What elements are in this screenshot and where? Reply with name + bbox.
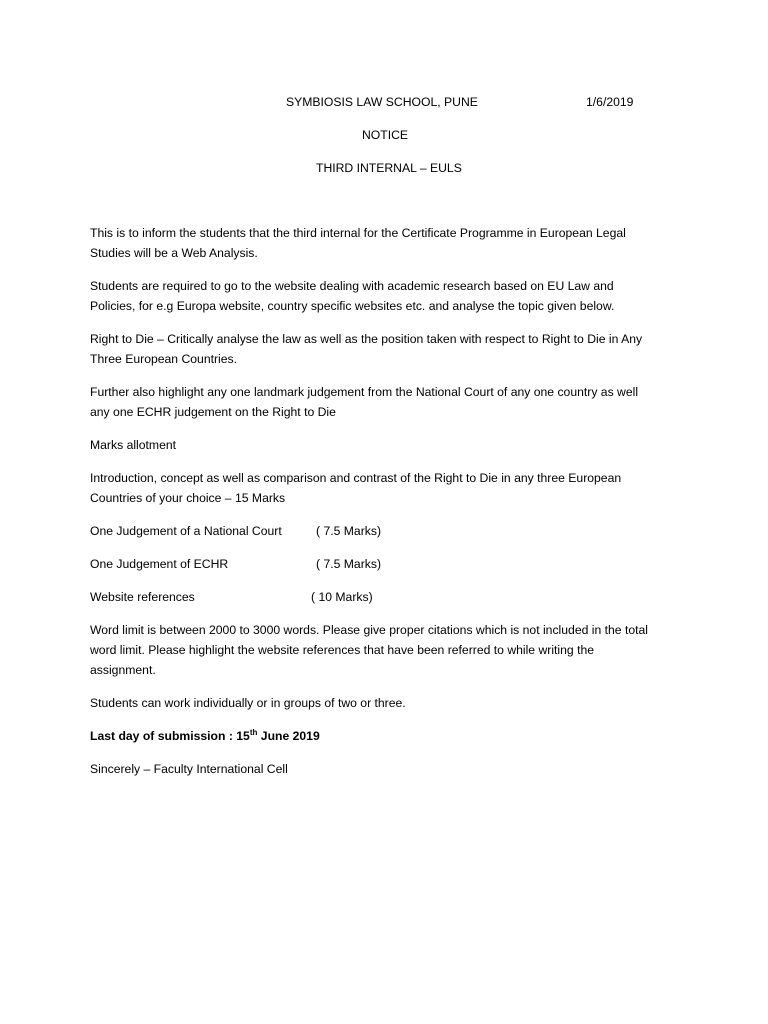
marks-item-national-court: One Judgement of a National Court [90,524,282,538]
topic-line-1: Right to Die – Critically analyse the law as well as the position taken with respect to Right to Die in Any [90,332,643,346]
groups-note: Students can work individually or in groups of two or three. [90,696,406,710]
marks-heading: Marks allotment [90,438,177,452]
marks-value-website-references: ( 10 Marks) [311,590,373,604]
marks-value-echr: ( 7.5 Marks) [316,557,382,571]
intro-line-1: This is to inform the students that the third internal for the Certificate Programme in European Legal [90,226,626,240]
marks-item-echr: One Judgement of ECHR [90,557,229,571]
topic-line-2: Three European Countries. [90,352,238,366]
deadline-prefix: Last day of submission : 15 [90,729,250,743]
word-limit-line-2: word limit. Please highlight the website references that have been referred to while writing the [90,643,595,657]
signature: Sincerely – Faculty International Cell [90,762,288,776]
deadline-suffix: June 2019 [257,729,320,743]
marks-intro-line-1: Introduction, concept as well as comparison and contrast of the Right to Die in any three European [90,471,622,485]
notice-subject: THIRD INTERNAL – EULS [316,161,462,175]
requirement-line-1: Students are required to go to the website dealing with academic research based on EU Law and [90,279,614,293]
marks-value-national-court: ( 7.5 Marks) [316,524,382,538]
deadline-ordinal: th [249,727,258,737]
marks-item-website-references: Website references [90,590,195,604]
notice-title: NOTICE [362,128,409,142]
submission-deadline [90,726,320,746]
further-line-1: Further also highlight any one landmark judgement from the National Court of any one country as well [90,385,639,399]
word-limit-line-3: assignment. [90,663,156,677]
intro-line-2: Studies will be a Web Analysis. [90,246,258,260]
further-line-2: any one ECHR judgement on the Right to Die [90,405,336,419]
institution-name: SYMBIOSIS LAW SCHOOL, PUNE [286,95,478,109]
notice-date: 1/6/2019 [586,95,634,109]
marks-intro-line-2: Countries of your choice – 15 Marks [90,491,286,505]
requirement-line-2: Policies, for e.g Europa website, country specific websites etc. and analyse the topic given below. [90,299,615,313]
word-limit-line-1: Word limit is between 2000 to 3000 words. Please give proper citations which is not included in the total [90,623,649,637]
